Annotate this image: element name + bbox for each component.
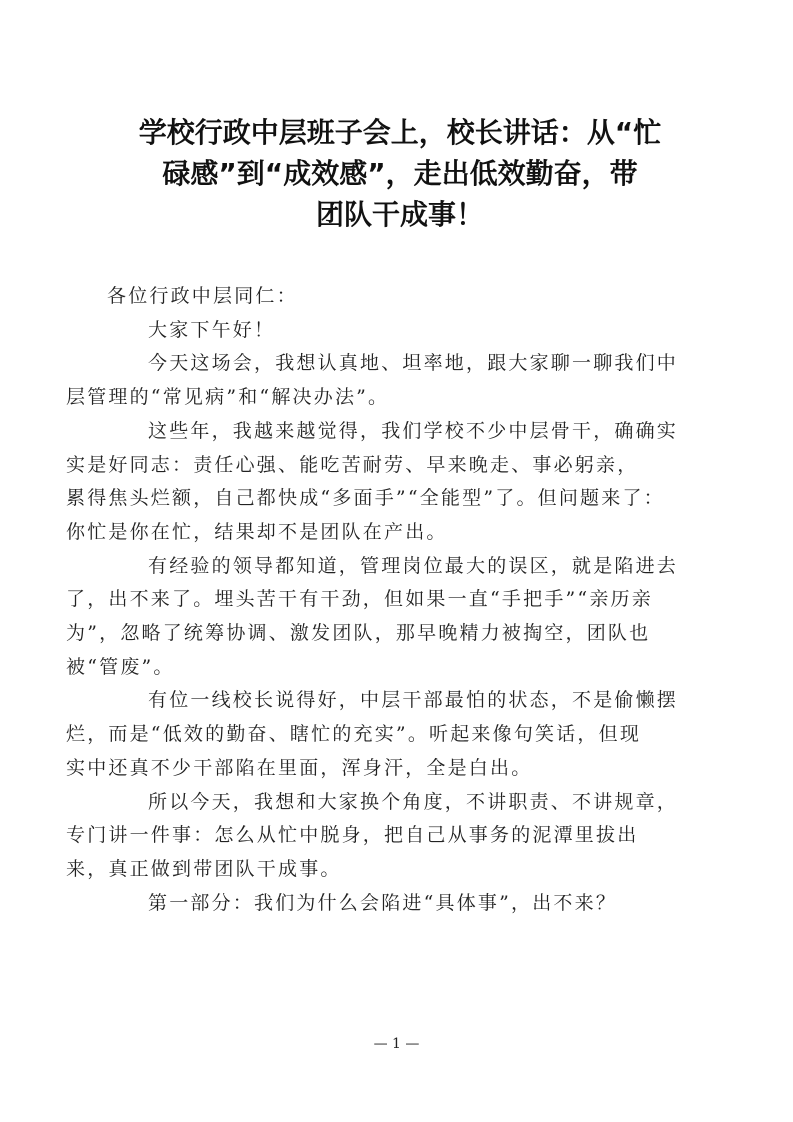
document-title <box>100 112 700 235</box>
paragraph-line: 层管理的“常见病”和“解决办法”。 <box>66 386 390 409</box>
salutation: 各位行政中层同仁： <box>107 285 298 307</box>
paragraph-line: 专门讲一件事：怎么从忙中脱身，把自己从事务的泥潭里拔出 <box>66 824 639 847</box>
paragraph-observation <box>66 415 689 550</box>
paragraph-purpose <box>66 786 689 887</box>
section-heading-part-one <box>107 887 689 921</box>
paragraph-line: 这些年，我越来越觉得，我们学校不少中层骨干，确确实 <box>148 419 679 442</box>
document-body <box>66 280 689 920</box>
paragraph-line: 有位一线校长说得好，中层干部最怕的状态，不是偷懒摆 <box>148 689 679 712</box>
paragraph-line: 来，真正做到带团队干成事。 <box>66 857 342 880</box>
paragraph-quote <box>66 684 689 785</box>
title-line: 团队干成事！ <box>315 198 484 231</box>
paragraph-line: 今天这场会，我想认真地、坦率地，跟大家聊一聊我们中 <box>148 352 679 375</box>
paragraph-line: 第一部分：我们为什么会陷进“具体事”，出不来？ <box>148 891 618 914</box>
paragraph-line: 有经验的领导都知道，管理岗位最大的误区，就是陷进去 <box>148 554 679 577</box>
page-number: — 1 — <box>373 1036 420 1052</box>
paragraph-greeting <box>107 314 689 348</box>
paragraph-line: 实是好同志：责任心强、能吃苦耐劳、早来晚走、事必躬亲， <box>66 453 639 476</box>
title-line: 碌感”到“成效感”，走出低效勤奋，带 <box>162 157 638 190</box>
paragraph-line: 大家下午好！ <box>148 318 276 341</box>
paragraph-line: 所以今天，我想和大家换个角度，不讲职责、不讲规章， <box>148 790 679 813</box>
paragraph-line: 累得焦头烂额，自己都快成“多面手”“全能型”了。但问题来了： <box>66 487 665 510</box>
paragraph-line: 为”，忽略了统筹协调、激发团队，那早晚精力被掏空，团队也 <box>66 622 651 645</box>
paragraph-line: 了，出不来了。埋头苦干有干劲，但如果一直“手把手”“亲历亲 <box>66 588 653 611</box>
paragraph-misconception <box>66 550 689 685</box>
paragraph-line: 实中还真不少干部陷在里面，浑身汗，全是白出。 <box>66 756 533 779</box>
title-line: 学校行政中层班子会上，校长讲话：从“忙 <box>138 116 662 149</box>
paragraph-line: 烂，而是“低效的勤奋、瞎忙的充实”。听起来像句笑话，但现 <box>66 723 642 746</box>
paragraph-intro <box>66 347 689 414</box>
paragraph-line: 你忙是你在忙，结果却不是团队在产出。 <box>66 520 448 543</box>
paragraph-line: 被“管废”。 <box>66 655 175 678</box>
